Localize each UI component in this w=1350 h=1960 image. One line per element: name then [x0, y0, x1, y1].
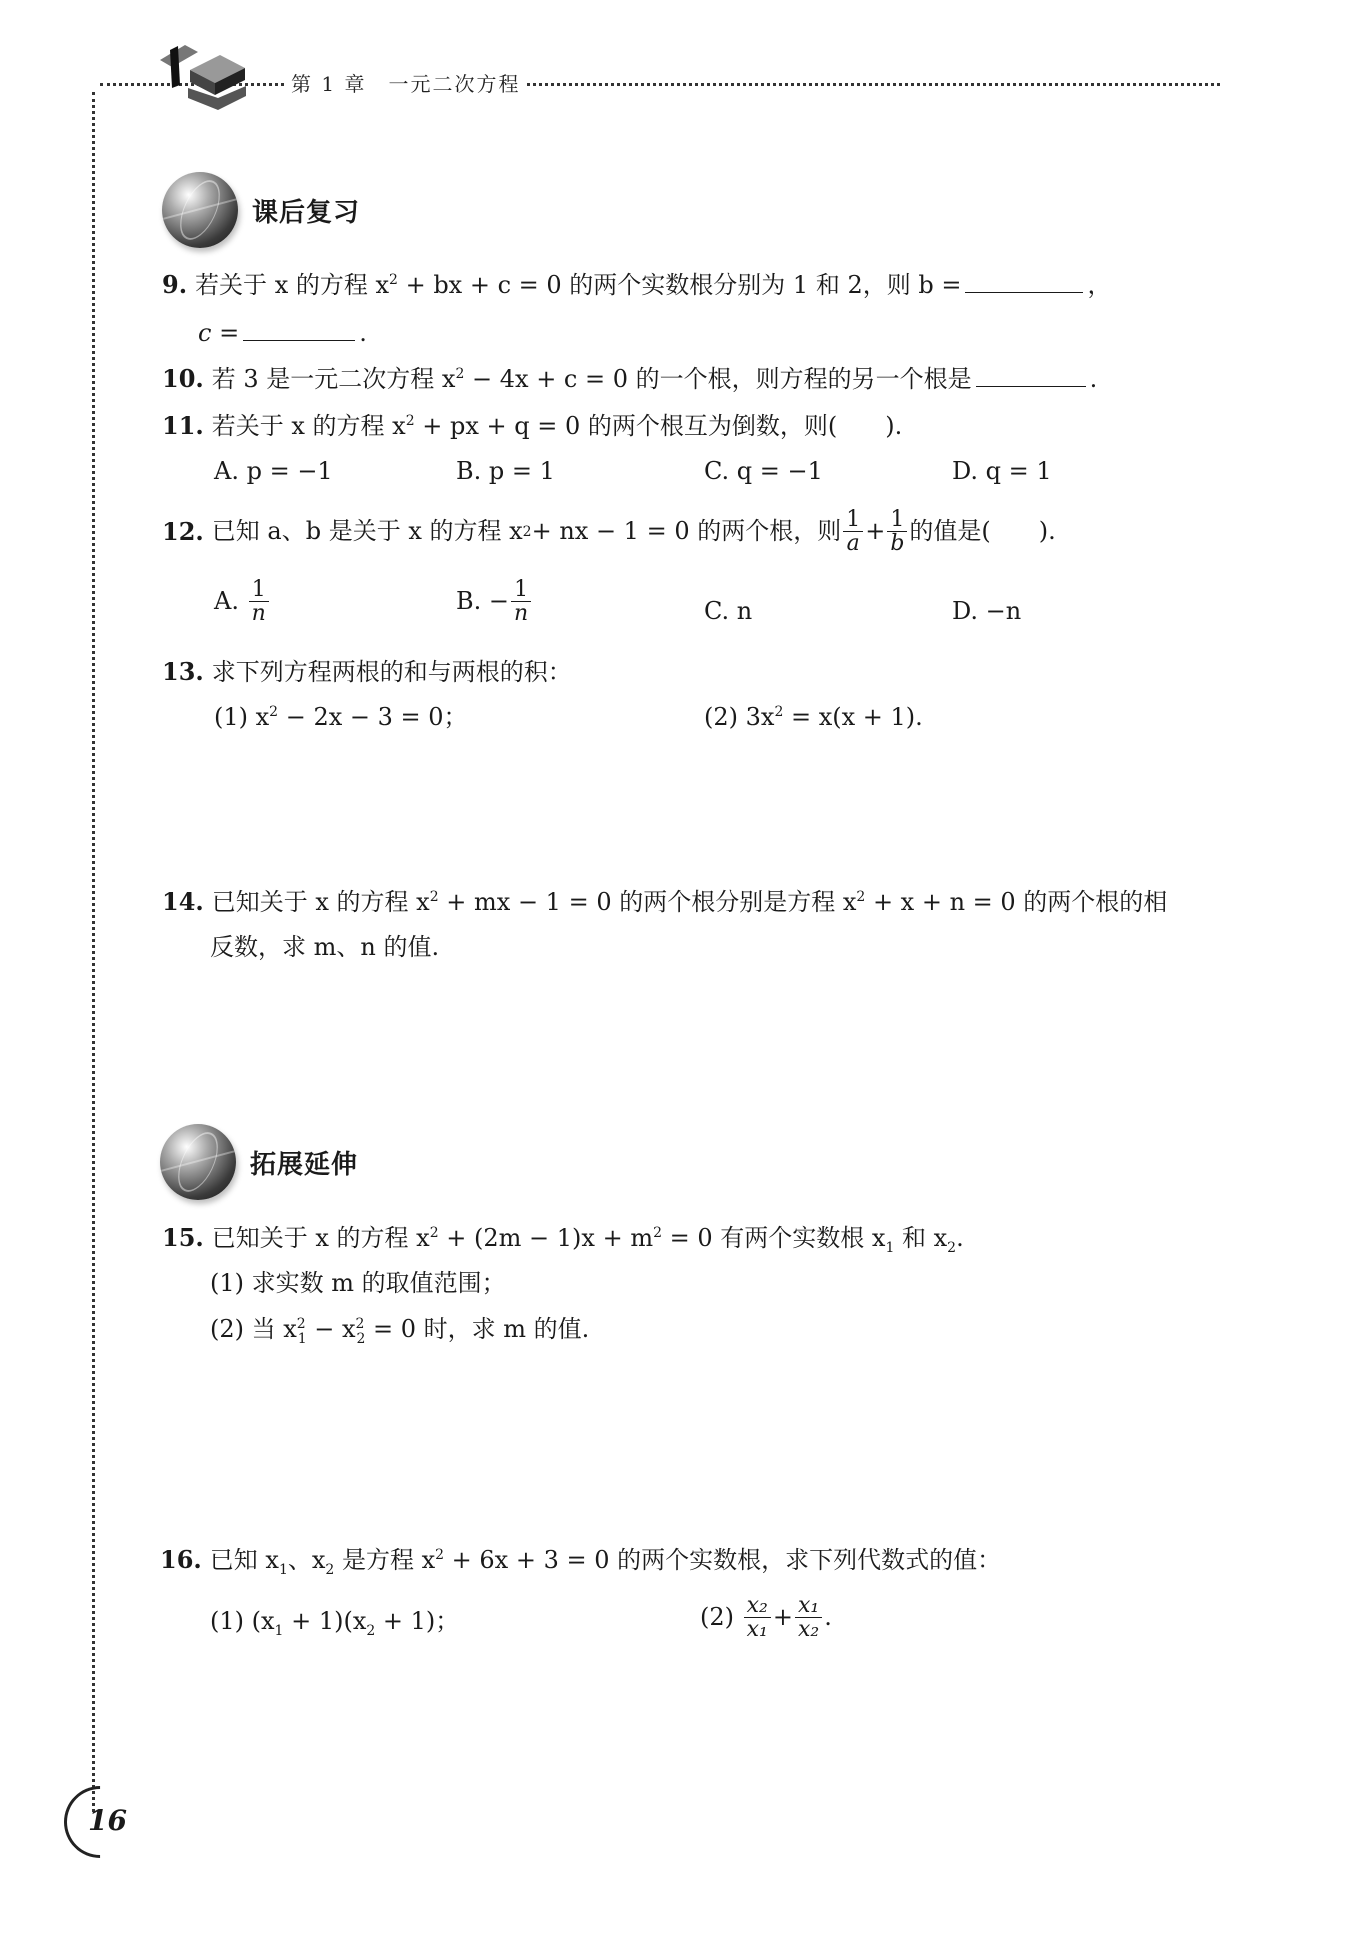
question-text: + nx − 1 = 0 的两个根，则	[531, 517, 842, 545]
question-text: .	[1089, 365, 1098, 393]
question-12: 12. 已知 a、b 是关于 x 的方程 x 2 + nx − 1 = 0 的两个根，则 $\frac{1}{a}$ + $\frac{1}{b}$ 的值是( ).	[162, 507, 1056, 557]
question-number: 16.	[160, 1545, 202, 1574]
question-10: 10. 若 3 是一元二次方程 $x^2 - 4x + c = 0$ 的一个根，则方程的另一个根是 .	[162, 364, 1098, 393]
header-dotted-rule	[100, 83, 1220, 86]
question-16: 16. 已知 $x_1$、$x_2$ 是方程 $x^2 + 6x + 3 = 0$ 的两个实数根，求下列代数式的值：	[160, 1545, 1002, 1578]
question-number: 10.	[162, 364, 204, 393]
question-14: 14. 已知关于 x 的方程 $x^2$ + mx − 1 = 0 的两个根分别是方程 $x^2 + x + n = 0$ 的两个根的相	[162, 887, 1168, 916]
globe-icon	[162, 172, 238, 248]
option-a[interactable]: A. $\frac{1}{n}$	[214, 578, 271, 625]
question-13-part-1: (1) $x^2 - 2x - 3 = 0$；	[214, 703, 468, 731]
question-text: ，	[1087, 271, 1112, 299]
question-text: c =	[198, 319, 240, 347]
option-c[interactable]: C. n	[704, 597, 753, 625]
question-15-part-1: (1) 求实数 m 的取值范围；	[210, 1269, 506, 1297]
question-11: 11. 若关于 x 的方程 $x^2$ + px + q = 0 的两个根互为倒数，则( ).	[162, 411, 903, 440]
option-b[interactable]: B. p = 1	[456, 457, 555, 485]
question-text: + px + q = 0 的两个根互为倒数，则( ).	[414, 412, 903, 440]
fraction-1-over-a: $\frac{1}{a}$	[843, 508, 863, 555]
question-16-part-1: (1) $(x_1 + 1)(x_2 + 1)$；	[210, 1607, 460, 1639]
page-number: 16	[88, 1804, 127, 1837]
books-logo-icon	[150, 40, 260, 120]
answer-blank[interactable]	[976, 362, 1086, 387]
question-number: 15.	[162, 1223, 204, 1252]
option-c[interactable]: C. q = −1	[704, 457, 823, 485]
question-text: 的值是( ).	[909, 517, 1056, 545]
answer-blank[interactable]	[965, 268, 1083, 293]
section-title: 课后复习	[252, 197, 361, 228]
fraction-1-over-b: $\frac{1}{b}$	[887, 508, 907, 555]
question-9-line2	[198, 316, 367, 349]
left-dotted-rule	[92, 92, 95, 1812]
question-text: 求下列方程两根的和与两根的积：	[211, 658, 572, 686]
question-number: 12.	[162, 517, 204, 546]
question-9: 9. 若关于 x 的方程 $x^2$ + bx + c = 0 的两个实数根分别为 1 和 2，则 b = ，	[162, 270, 1112, 299]
plus-sign: +	[865, 517, 886, 545]
chapter-header: 第 1 章 一元二次方程	[285, 68, 526, 97]
question-text: 若关于 x 的方程 x	[195, 271, 390, 299]
question-text: − 4x + c = 0 的一个根，则方程的另一个根是	[464, 365, 972, 393]
question-text: 若关于 x 的方程 x	[211, 412, 406, 440]
question-text: 已知 a、b 是关于 x 的方程 x	[211, 517, 523, 545]
question-15-part-2: (2) 当 $x^2_1 - x^2_2 = 0$ 时，求 m 的值.	[210, 1315, 590, 1347]
question-13	[162, 656, 572, 688]
question-number: 9.	[162, 270, 188, 299]
question-text: .	[359, 319, 367, 347]
question-13-part-2: (2) $3x^2 = x(x + 1)$.	[704, 703, 923, 731]
option-b[interactable]: B. − $\frac{1}{n}$	[456, 578, 533, 625]
section-extension-heading	[160, 1124, 358, 1200]
question-15: 15. 已知关于 x 的方程 $x^2 + (2m - 1)x + m^2 = 0$ 有两个实数根 $x_1$ 和 $x_2$.	[162, 1223, 964, 1256]
option-d[interactable]: D. −n	[952, 597, 1022, 625]
question-14-line2: 反数，求 m、n 的值.	[210, 933, 440, 961]
globe-icon	[160, 1124, 236, 1200]
answer-blank[interactable]	[243, 316, 355, 341]
question-number: 14.	[162, 887, 204, 916]
section-title: 拓展延伸	[250, 1149, 359, 1180]
question-text: 若 3 是一元二次方程 x	[211, 365, 456, 393]
question-16-part-2: (2) $\frac{\text{x₂}}{\text{x₁}}$ + $\frac{\text{x₁}}{\text{x₂}}$ .	[700, 1593, 832, 1643]
section-review-heading	[162, 172, 360, 248]
question-number: 13.	[162, 657, 204, 686]
fraction-x1-over-x2: $\frac{\text{x₁}}{\text{x₂}}$	[795, 1594, 822, 1641]
question-text: + bx + c = 0 的两个实数根分别为 1 和 2，则 b =	[397, 271, 962, 299]
question-number: 11.	[162, 411, 204, 440]
fraction-x2-over-x1: $\frac{\text{x₂}}{\text{x₁}}$	[744, 1594, 771, 1641]
option-d[interactable]: D. q = 1	[952, 457, 1052, 485]
option-a[interactable]: A. p = −1	[214, 457, 333, 485]
